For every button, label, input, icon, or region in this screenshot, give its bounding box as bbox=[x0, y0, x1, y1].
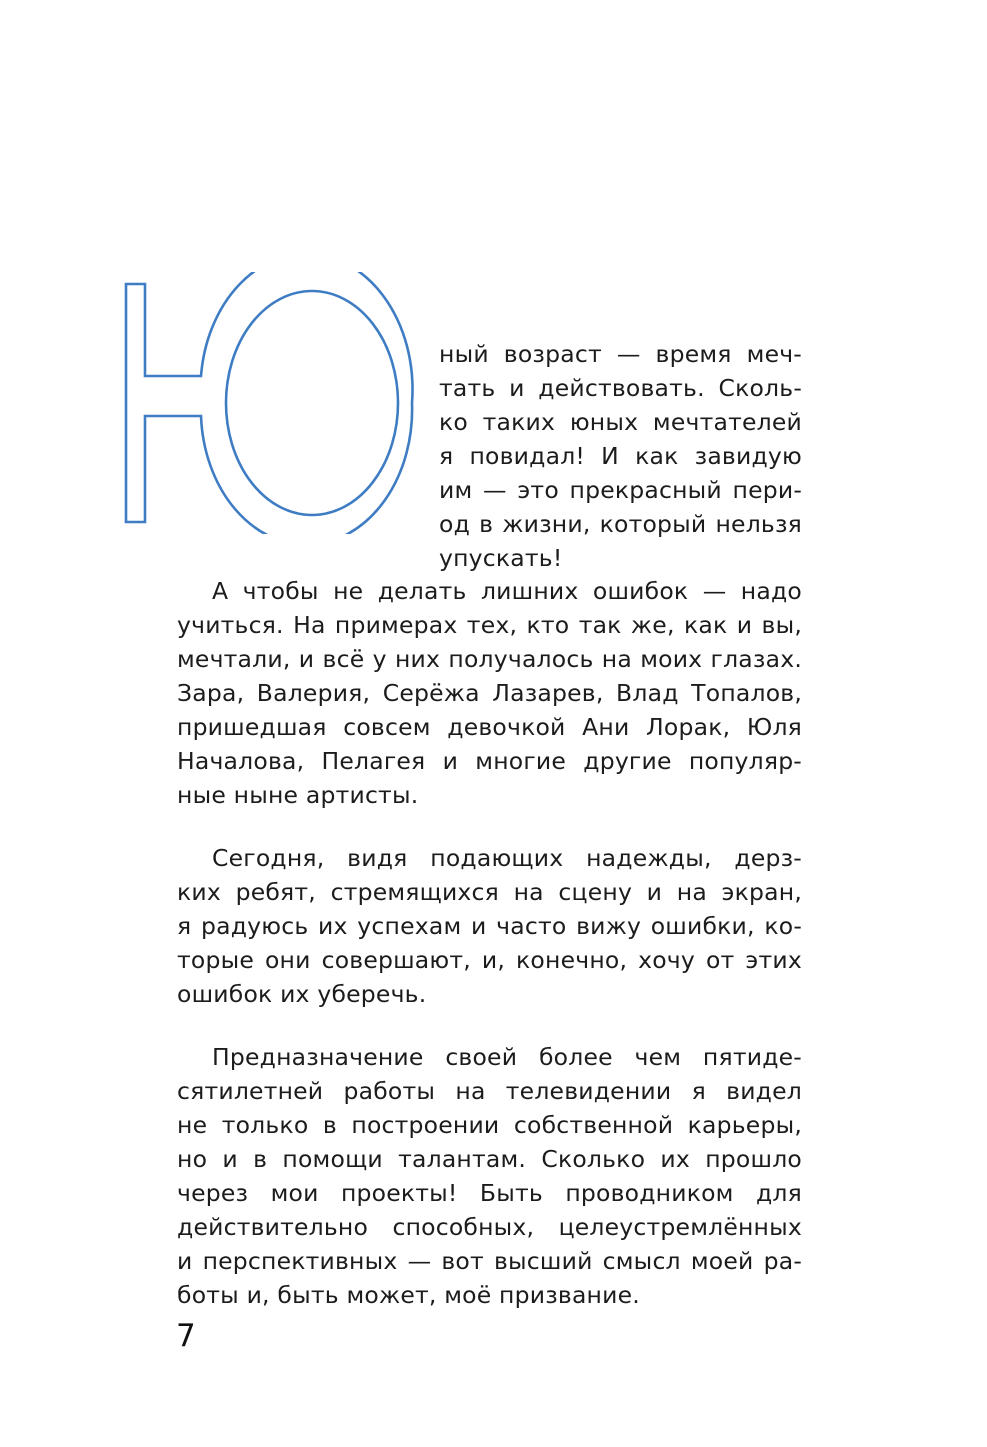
paragraph-line: ные ныне артисты. bbox=[177, 781, 419, 809]
dropcap-letter-yu bbox=[118, 272, 428, 534]
paragraph-line: через мои проекты! Быть проводником для bbox=[177, 1179, 802, 1207]
intro-line: ко таких юных мечтателей bbox=[439, 408, 802, 436]
intro-line: тать и действовать. Сколь- bbox=[439, 374, 802, 402]
dropcap-counter bbox=[226, 291, 398, 515]
paragraph-line: Предназначение своей более чем пятиде- bbox=[212, 1043, 802, 1071]
paragraph-line: пришедшая совсем девочкой Ани Лорак, Юля bbox=[177, 713, 802, 741]
paragraph-line: но и в помощи талантам. Сколько их прошло bbox=[177, 1145, 802, 1173]
paragraph-line: мечтали, и всё у них получалось на моих глазах. bbox=[177, 645, 802, 673]
dropcap-outline bbox=[126, 272, 413, 534]
paragraph-line: сятилетней работы на телевидении я видел bbox=[177, 1077, 802, 1105]
paragraph-line: учиться. На примерах тех, кто так же, как и вы, bbox=[177, 611, 802, 639]
intro-line: од в жизни, который нельзя bbox=[439, 510, 802, 538]
paragraph-line: Сегодня, видя подающих надежды, дерз- bbox=[212, 844, 802, 872]
intro-line: упускать! bbox=[439, 544, 563, 572]
paragraph-line: торые они совершают, и, конечно, хочу от этих bbox=[177, 946, 802, 974]
paragraph-line: Началова, Пелагея и многие другие популяр- bbox=[177, 747, 802, 775]
intro-line: я повидал! И как завидую bbox=[439, 442, 802, 470]
paragraph-line: А чтобы не делать лишних ошибок — надо bbox=[212, 577, 802, 605]
paragraph-line: ких ребят, стремящихся на сцену и на экран, bbox=[177, 878, 802, 906]
paragraph-line: я радуюсь их успехам и часто вижу ошибки, ко- bbox=[177, 912, 802, 940]
paragraph-line: Зара, Валерия, Серёжа Лазарев, Влад Топалов, bbox=[177, 679, 802, 707]
paragraph-line: боты и, быть может, моё призвание. bbox=[177, 1281, 640, 1309]
page-number: 7 bbox=[176, 1318, 196, 1354]
intro-line: ный возраст — время меч- bbox=[439, 340, 802, 368]
paragraph-line: действительно способных, целеустремлённых bbox=[177, 1213, 802, 1241]
intro-line: им — это прекрасный пери- bbox=[439, 476, 802, 504]
dropcap-stem bbox=[126, 272, 413, 534]
paragraph-line: и перспективных — вот высший смысл моей ра- bbox=[177, 1247, 802, 1275]
paragraph-line: ошибок их уберечь. bbox=[177, 980, 427, 1008]
paragraph-line: не только в построении собственной карьеры, bbox=[177, 1111, 802, 1139]
